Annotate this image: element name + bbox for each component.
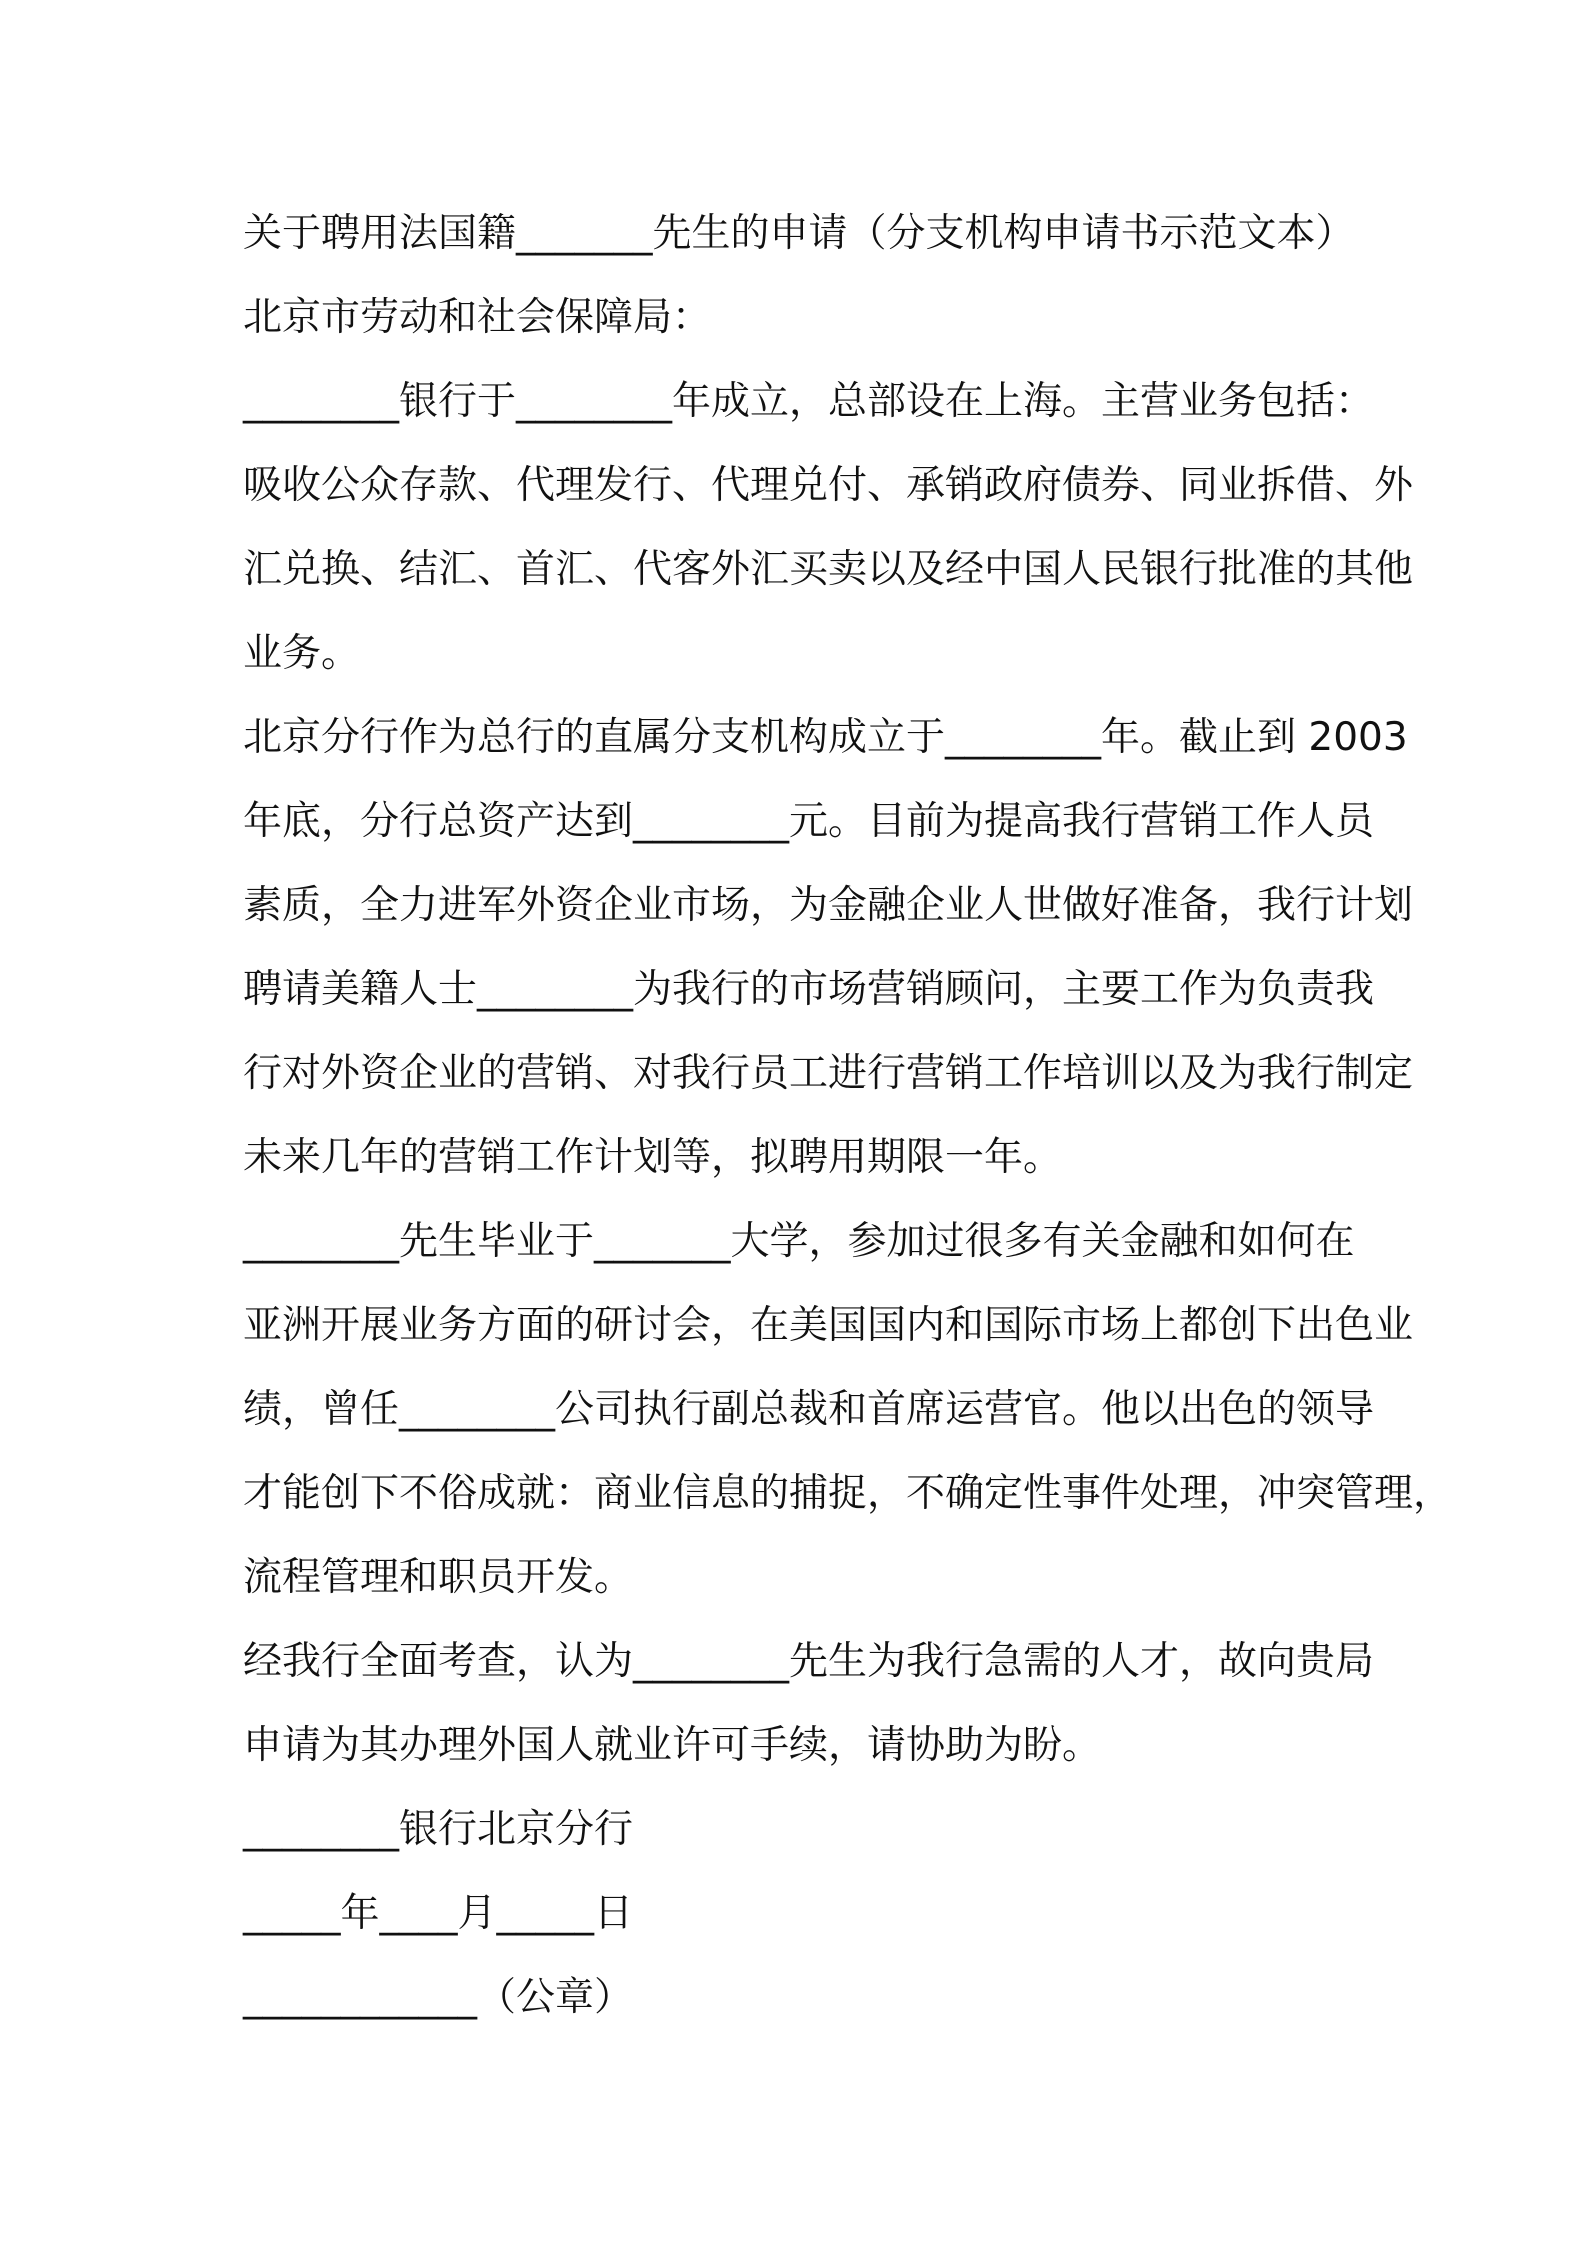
document-title: 关于聘用法国籍_______先生的申请（分支机构申请书示范文本） [243,211,1355,256]
paragraph-2-line-2: 年底，分行总资产达到________元。目前为提高我行营销工作人员 [243,799,1375,844]
paragraph-2-line-4: 聘请美籍人士________为我行的市场营销顾问，主要工作为负责我 [243,967,1375,1012]
document-body [243,192,1453,2040]
paragraph-1-line-1: ________银行于________年成立，总部设在上海。主营业务包括： [243,379,1375,424]
date-line: _____年____月_____日 [243,1891,634,1936]
paragraph-4-line-1: 经我行全面考查，认为________先生为我行急需的人才，故向贵局 [243,1639,1375,1684]
paragraph-2-line-6: 未来几年的营销工作计划等，拟聘用期限一年。 [243,1135,1063,1180]
paragraph-1-line-3: 汇兑换、结汇、首汇、代客外汇买卖以及经中国人民银行批准的其他 [243,547,1414,592]
paragraph-3-line-4: 才能创下不俗成就：商业信息的捕捉，不确定性事件处理，冲突管理， [243,1471,1453,1516]
seal-line: ____________（公章） [243,1975,634,2020]
paragraph-1-line-4: 业务。 [243,631,361,676]
paragraph-2-line-1: 北京分行作为总行的直属分支机构成立于________年。截止到 2003 [243,715,1408,760]
addressee: 北京市劳动和社会保障局： [243,295,712,340]
paragraph-3-line-2: 亚洲开展业务方面的研讨会，在美国国内和国际市场上都创下出色业 [243,1303,1414,1348]
paragraph-2-line-5: 行对外资企业的营销、对我行员工进行营销工作培训以及为我行制定 [243,1051,1414,1096]
paragraph-3-line-3: 绩，曾任________公司执行副总裁和首席运营官。他以出色的领导 [243,1387,1375,1432]
signature-bank: ________银行北京分行 [243,1807,634,1852]
paragraph-3-line-5: 流程管理和职员开发。 [243,1555,634,1600]
paragraph-4-line-2: 申请为其办理外国人就业许可手续，请协助为盼。 [243,1723,1102,1768]
paragraph-3-line-1: ________先生毕业于_______大学，参加过很多有关金融和如何在 [243,1219,1355,1264]
paragraph-1-line-2: 吸收公众存款、代理发行、代理兑付、承销政府债券、同业拆借、外 [243,463,1414,508]
paragraph-2-line-3: 素质，全力进军外资企业市场，为金融企业人世做好准备，我行计划 [243,883,1414,928]
